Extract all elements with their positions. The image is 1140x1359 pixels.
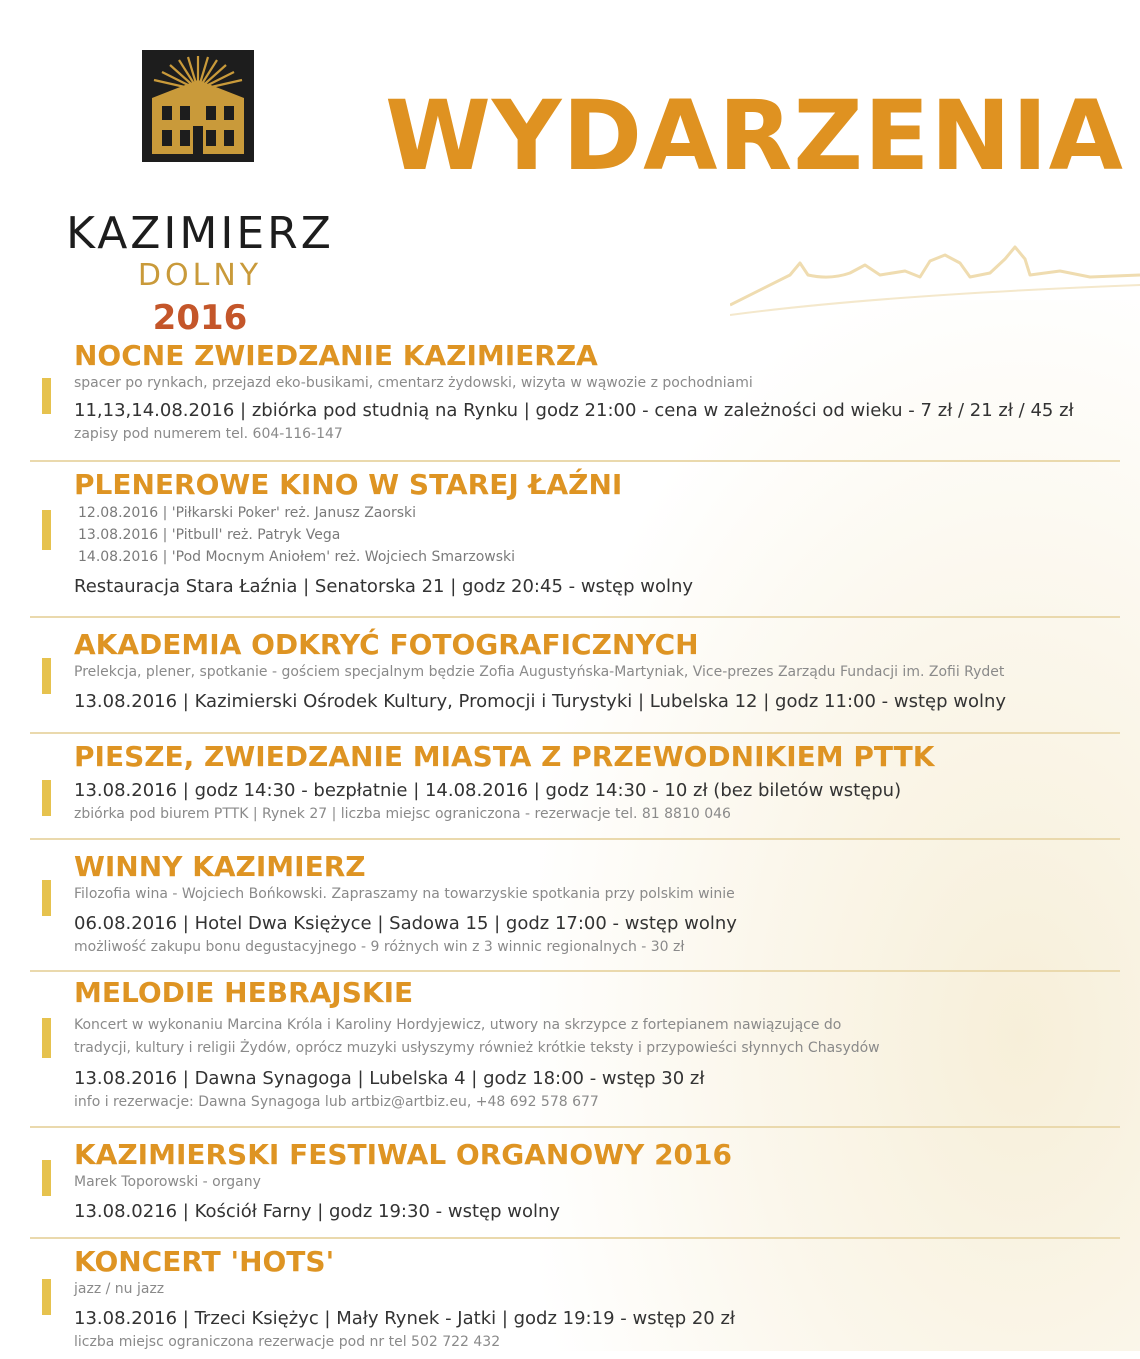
event-title: KONCERT 'HOTS' <box>74 1245 335 1278</box>
film-item: 12.08.2016 | 'Piłkarski Poker' reż. Janusz Zaorski <box>78 505 416 521</box>
event-details: 13.08.2016 | Trzeci Księżyc | Mały Rynek - Jatki | godz 19:19 - wstęp 20 zł <box>74 1308 736 1329</box>
town-hall-logo-icon <box>142 50 254 162</box>
events-list <box>30 335 1120 1359</box>
event-description: jazz / nu jazz <box>74 1281 165 1297</box>
logo <box>30 40 370 338</box>
event-details: 13.08.2016 | Dawna Synagoga | Lubelska 4 | godz 18:00 - wstęp 30 zł <box>74 1068 705 1089</box>
event-title: WINNY KAZIMIERZ <box>74 850 366 883</box>
event-note: info i rezerwacje: Dawna Synagoga lub artbiz@artbiz.eu, +48 692 578 677 <box>74 1094 599 1110</box>
film-item: 13.08.2016 | 'Pitbull' reż. Patryk Vega <box>78 527 341 543</box>
event-details: 11,13,14.08.2016 | zbiórka pod studnią na Rynku | godz 21:00 - cena w zależności od wieku - 7 zł / 21 zł / 45 zł <box>74 400 1074 421</box>
event-marker <box>42 1160 51 1196</box>
event-description: Koncert w wykonaniu Marcina Króla i Karoliny Hordyjewicz, utwory na skrzypce z fortepianem nawiązujące do <box>74 1017 842 1033</box>
event-title: MELODIE HEBRAJSKIE <box>74 976 414 1009</box>
film-item: 14.08.2016 | 'Pod Mocnym Aniołem' reż. Wojciech Smarzowski <box>78 549 516 565</box>
event-note: zbiórka pod biurem PTTK | Rynek 27 | liczba miejsc ograniczona - rezerwacje tel. 81 8810 046 <box>74 806 731 822</box>
event-akademia-fotograficzna <box>30 618 1120 734</box>
event-nocne-zwiedzanie <box>30 335 1120 462</box>
event-details: 13.08.2016 | Kazimierski Ośrodek Kultury, Promocji i Turystyki | Lubelska 12 | godz 11:00 - wstęp wolny <box>74 691 1007 712</box>
event-note: liczba miejsc ograniczona rezerwacje pod nr tel 502 722 432 <box>74 1334 501 1350</box>
event-note: zapisy pod numerem tel. 604-116-147 <box>74 426 343 442</box>
event-marker <box>42 378 51 414</box>
event-description: Filozofia wina - Wojciech Bońkowski. Zapraszamy na towarzyskie spotkania przy polskim winie <box>74 886 735 902</box>
event-marker <box>42 1018 51 1058</box>
event-title: NOCNE ZWIEDZANIE KAZIMIERZA <box>74 339 598 372</box>
event-winny-kazimierz <box>30 840 1120 972</box>
event-festiwal-organowy <box>30 1128 1120 1239</box>
event-koncert-hots <box>30 1239 1120 1359</box>
event-marker <box>42 880 51 916</box>
event-description: Marek Toporowski - organy <box>74 1174 261 1190</box>
event-plenerowe-kino <box>30 462 1120 618</box>
event-details: 13.08.2016 | godz 14:30 - bezpłatnie | 14.08.2016 | godz 14:30 - 10 zł (bez biletów wstępu) <box>74 780 902 801</box>
event-marker <box>42 510 51 550</box>
event-description: spacer po rynkach, przejazd eko-busikami, cmentarz żydowski, wizyta w wąwozie z pochodniami <box>74 375 753 391</box>
event-details: 13.08.0216 | Kościół Farny | godz 19:30 - wstęp wolny <box>74 1201 561 1222</box>
event-title: AKADEMIA ODKRYĆ FOTOGRAFICZNYCH <box>74 628 699 661</box>
event-note: możliwość zakupu bonu degustacyjnego - 9 różnych win z 3 winnic regionalnych - 30 zł <box>74 939 685 955</box>
event-details: 06.08.2016 | Hotel Dwa Księżyce | Sadowa 15 | godz 17:00 - wstęp wolny <box>74 913 737 934</box>
event-marker <box>42 658 51 694</box>
logo-year: 2016 <box>152 298 248 338</box>
event-title: PIESZE, ZWIEDZANIE MIASTA Z PRZEWODNIKIEM PTTK <box>74 740 935 773</box>
logo-subname: DOLNY <box>137 258 263 293</box>
event-melodie-hebrajskie <box>30 972 1120 1128</box>
event-description-continued: tradycji, kultury i religii Żydów, oprócz muzyki usłyszymy również krótkie teksty i przypowieści słynnych Chasydów <box>74 1040 880 1056</box>
town-skyline-icon <box>730 235 1140 325</box>
event-title: PLENEROWE KINO W STAREJ ŁAŹNI <box>74 468 623 501</box>
event-description: Prelekcja, plener, spotkanie - gościem specjalnym będzie Zofia Augustyńska-Martyniak, Vice-prezes Zarządu Fundacji im. Zofii Rydet <box>74 664 1005 680</box>
event-marker <box>42 1279 51 1315</box>
event-marker <box>42 780 51 816</box>
event-piesze-zwiedzanie <box>30 734 1120 840</box>
logo-name: KAZIMIERZ <box>66 208 334 259</box>
event-details: Restauracja Stara Łaźnia | Senatorska 21 | godz 20:45 - wstęp wolny <box>74 576 694 597</box>
page-title: WYDARZENIA <box>385 80 1124 192</box>
event-title: KAZIMIERSKI FESTIWAL ORGANOWY 2016 <box>74 1138 732 1171</box>
